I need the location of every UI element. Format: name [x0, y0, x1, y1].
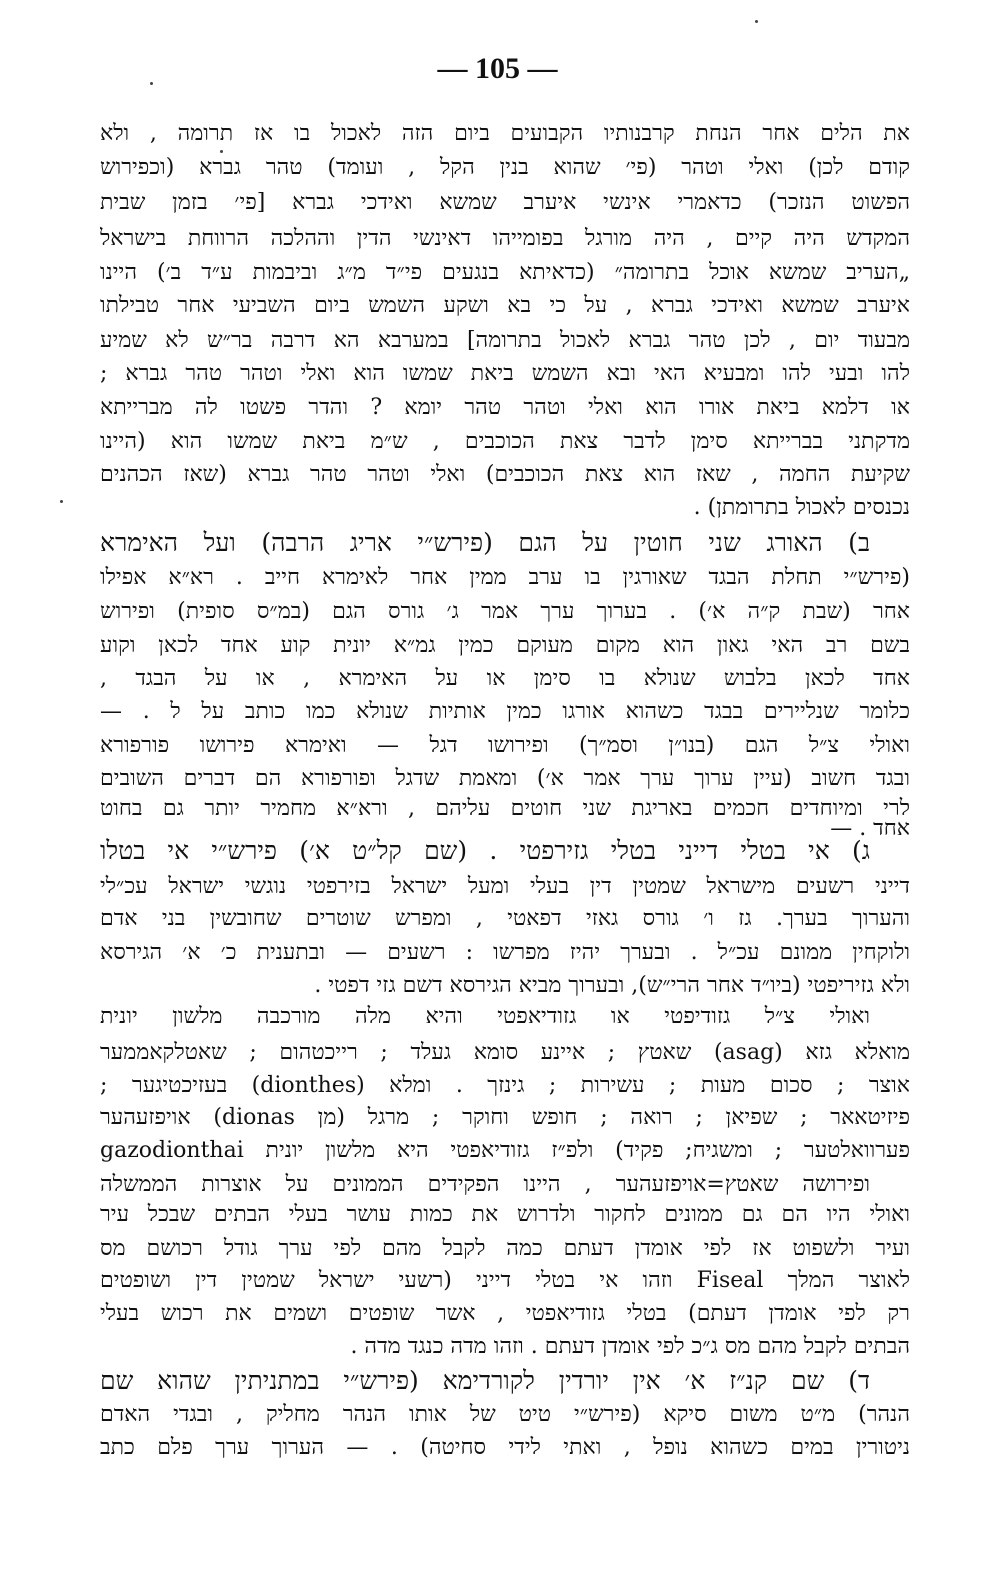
- scan-speck: [755, 20, 758, 23]
- text-line: מואלא גזא (asag) שאטץ ; איינע סומא געלד ; רייכטהום ; שאטלקאממער: [100, 1040, 910, 1065]
- text-line: הפשוט הנזכר) כדאמרי אינשי איערב שמשא ואידכי גברא [פי׳ בזמן שבית: [100, 190, 910, 215]
- scan-speck: [220, 150, 223, 153]
- text-line: ופירושה שאטץ=אויפזעהער , היינו הפקידים הממונים על אוצרות הממשלה: [100, 1172, 870, 1197]
- page-number: — 105 —: [437, 52, 558, 85]
- text-line: ניטורין במים כשהוא נופל , ואתי לידי סחיטה) . — הערוך ערך פלם כתב: [100, 1435, 910, 1460]
- text-line: רק לפי אומדן דעתם) בטלי גזודיאפטי , אשר שופטים ושמים את רכוש בעלי: [100, 1301, 910, 1326]
- text-line: לרי ומיוחדים חכמים באריגת שני חוטים עליהם , ורא״א מחמיר יותר גם בחוט: [100, 796, 910, 821]
- text-line: איערב שמשא ואידכי גברא , על כי בא ושקע השמש ביום השביעי אחר טבילתו: [100, 293, 910, 318]
- text-line: ולא גזיריפטי (ביו״ד אחר הרי״ש), ובערוך מביא הגירסא דשם גזי דפטי .: [314, 973, 910, 998]
- text-line: (פירש״י תחלת הבגד שאורגין בו ערב ממין אחר לאימרא חייב . רא״א אפילו: [100, 565, 910, 590]
- text-line: את הלים אחר הנחת קרבנותיו הקבועים ביום הזה לאכול בו אז תרומה , ולא: [100, 121, 910, 146]
- text-line: והערוך בערך. גז ו׳ גורס גאזי דפאטי , ומפרש שוטרים שחובשין בני אדם: [100, 906, 910, 931]
- scan-speck: [60, 500, 63, 503]
- text-line: המקדש היה קיים , היה מורגל בפומייהו דאינשי הדין וההלכה הרווחת בישראל: [100, 226, 910, 251]
- text-line: אחד לכאן בלבוש שנולא בו סימן או על האימרא , או על הבגד ,: [100, 666, 910, 691]
- text-line: בשם רב האי גאון הוא מקום מעוקם כמין גמ״א יונית קוע אחד לכאן וקוע: [100, 633, 910, 658]
- text-line: ב) האורג שני חוטין על הגם (פירש״י אריג הרבה) ועל האימרא: [100, 528, 870, 557]
- text-line: כלומר שנליירים בבגד כשהוא אורגו כמין אותיות שנולא כמו כותב על ל . —: [100, 699, 910, 724]
- text-line: אוצר ; סכום מעות ; עשירות ; גינזך . ומלא (dionthes) בעזיכטיגער ;: [100, 1073, 910, 1098]
- text-line: או דלמא ביאת אורו הוא ואלי וטהר טהר יומא ? והדר פשטו לה מברייתא: [100, 395, 910, 420]
- text-line: קודם לכן) ואלי וטהר (פי׳ שהוא בנין הקל , ועומד) טהר גברא (וכפירוש: [100, 155, 910, 180]
- text-line: לאוצר המלך Fiseal וזהו אי בטלי דייני (רשעי ישראל שמטין דין ושופטים: [100, 1268, 910, 1293]
- text-line: ואולי היו הם גם ממונים לחקור ולדרוש את כמות עושר בעלי הבתים שבכל עיר: [100, 1202, 910, 1227]
- text-line: אחד . —: [830, 816, 910, 841]
- scan-speck: [150, 82, 153, 85]
- text-line: הבתים לקבל מהם מס ג״כ לפי אומדן דעתם . וזהו מדה כנגד מדה .: [350, 1334, 910, 1359]
- text-line: פיזיטאאר ; שפיאן ; רואה ; חופש וחוקר ; מרגל (מן dionas) אויפזעהער: [100, 1105, 910, 1130]
- text-line: מבעוד יום , לכן טהר גברא לאכול בתרומה] במערבא הא דרבה בר״ש לא שמיע: [100, 328, 910, 353]
- text-line: הנהר) מ״ט משום סיקא (פירש״י טיט של אותו הנהר מחליק , ובגדי האדם: [100, 1402, 910, 1427]
- text-line: ובגד חשוב (עיין ערוך ערך אמר א׳) ומאמת שדגל ופורפורא הם דברים השובים: [100, 766, 910, 791]
- text-line: ג) אי בטלי דייני בטלי גזירפטי . (שם קל״ט א׳) פירש״י אי בטלו: [100, 836, 870, 865]
- text-line: ולוקחין ממונם עכ״ל . ובערך יהיז מפרשו : רשעים — ובתענית כ׳ א׳ הגירסא: [100, 940, 910, 965]
- text-line: מדקתני בברייתא סימן לדבר צאת הכוכבים , ש״מ ביאת שמשו הוא (היינו: [100, 429, 910, 454]
- text-line: אחר (שבת ק״ה א׳) . בערוך ערך אמר ג׳ גורס הגם (במ״ס סופית) ופירוש: [100, 599, 910, 624]
- text-line: נכנסים לאכול בתרומתן) .: [693, 495, 910, 520]
- text-line: „העריב שמשא אוכל בתרומה״ (כדאיתא בנגעים פי״ד מ״ג וביבמות ע״ד ב׳) היינו: [100, 260, 910, 285]
- text-line: דייני רשעים מישראל שמטין דין בעלי ומעל ישראל בזירפטי נוגשי ישראל עכ״לי: [100, 874, 910, 899]
- text-line: להו ובעי להו ומבעיא האי ובא השמש ביאת שמשו הוא ואלי וטהר טהר גברא ;: [100, 361, 910, 386]
- text-line: שקיעת החמה , שאז הוא צאת הכוכבים) ואלי וטהר טהר גברא (שאז הכהנים: [100, 462, 910, 487]
- text-line: פערוואלטער ; ומשגיח; פקיד) ולפ״ז גזודיאפטי היא מלשון יונית gazodionthai: [100, 1138, 910, 1163]
- text-line: ד) שם קנ״ז א׳ אין יורדין לקורדימא (פירש״י במתניתין שהוא שם: [100, 1366, 870, 1395]
- text-line: ועיר ולשפוט אז לפי אומדן דעתם כמה לקבל מהם לפי ערך גודל רכושם מס: [100, 1236, 910, 1261]
- text-line: ואולי צ״ל גזודיפטי או גזודיאפטי והיא מלה מורכבה מלשון יונית: [100, 1004, 870, 1029]
- text-line: ואולי צ״ל הגם (בנו״ן וסמ״ך) ופירושו דגל — ואימרא פירושו פורפורא: [100, 733, 910, 758]
